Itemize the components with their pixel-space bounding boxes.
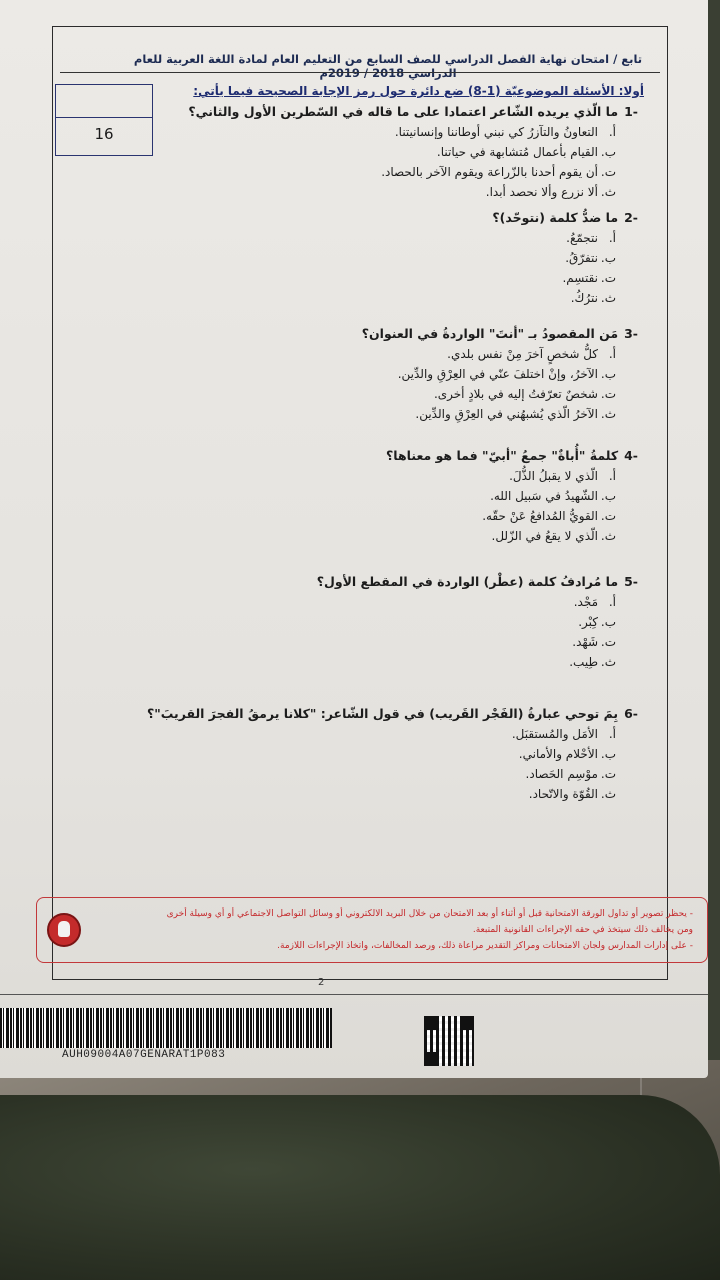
option-letter: أ.: [608, 125, 616, 139]
option-letter: ب.: [600, 367, 616, 381]
option-letter: أ.: [608, 727, 616, 741]
question-4: [386, 448, 638, 546]
option[interactable]: [386, 526, 638, 546]
option-letter: ث.: [600, 655, 616, 669]
option-letter: أ.: [608, 469, 616, 483]
option-text: أن يقوم أحدنا بالزّراعة ويقوم الآخر بالحصاد.: [381, 165, 598, 179]
option-text: الّذي لا يقبلُ الذُّلَ.: [509, 469, 598, 483]
option-letter: ث.: [600, 291, 616, 305]
option-letter: ت.: [600, 165, 616, 179]
qr-code-icon: [424, 1016, 474, 1066]
option[interactable]: [362, 404, 638, 424]
option-letter: ب.: [600, 251, 616, 265]
question-2: [492, 210, 638, 308]
exam-header: تابع / امتحان نهاية الفصل الدراسي للصف السابع من التعليم العام لمادة اللغة العربية للعام الدراسي 2018 / 2019م: [133, 52, 643, 80]
question-text: مَن المقصودُ بـ "أنتَ" الواردةُ في العنوان؟: [361, 326, 619, 341]
question-number: -6: [624, 706, 638, 721]
question-number: -1: [624, 104, 638, 119]
question-stem: [492, 210, 638, 225]
section-title: أولا: الأسئلة الموضوعيّة (1-8) ضع دائرة حول رمز الإجابة الصحيحة فيما يأتي:: [193, 84, 644, 98]
option[interactable]: [188, 142, 638, 162]
option-letter: ت.: [600, 271, 616, 285]
question-stem: [317, 574, 638, 589]
option[interactable]: [317, 612, 638, 632]
question-number: -5: [624, 574, 638, 589]
option-text: القيام بأعمال مُتشابهة في حياتنا.: [436, 145, 598, 159]
option-text: القُوّة والاتّحاد.: [528, 787, 598, 801]
question-text: ما ضدُّ كلمة (نتوحّد)؟: [492, 210, 619, 225]
option[interactable]: [492, 248, 638, 268]
option-text: الأحْلام والأماني.: [518, 747, 598, 761]
option[interactable]: [362, 344, 638, 364]
option[interactable]: [147, 744, 638, 764]
option-letter: ب.: [600, 747, 616, 761]
option[interactable]: [188, 182, 638, 202]
option[interactable]: [147, 724, 638, 744]
option[interactable]: [147, 764, 638, 784]
option-letter: أ.: [608, 347, 616, 361]
option[interactable]: [317, 592, 638, 612]
option-text: الآخرُ الّذي يُشبهُني في العِرْقِ والدِّين.: [415, 407, 598, 421]
option-letter: ت.: [600, 635, 616, 649]
option-text: شخصٌ تعرّفتُ إليه في بلادٍ أخرى.: [433, 387, 598, 401]
footer-divider: [0, 994, 708, 995]
option-letter: ب.: [600, 489, 616, 503]
option-text: نقتسِم.: [562, 271, 598, 285]
option[interactable]: [188, 162, 638, 182]
option-letter: أ.: [608, 231, 616, 245]
option-letter: أ.: [608, 595, 616, 609]
option-letter: ت.: [600, 387, 616, 401]
option-letter: ث.: [600, 407, 616, 421]
option[interactable]: [317, 632, 638, 652]
option-text: الآخرُ، وإنْ اختلفَ عنّي في العِرْقِ والدِّين.: [397, 367, 598, 381]
hand-glyph: [58, 921, 70, 937]
option[interactable]: [386, 466, 638, 486]
question-number: -3: [624, 326, 638, 341]
option-letter: ث.: [600, 787, 616, 801]
option[interactable]: [317, 652, 638, 672]
question-stem: [188, 104, 638, 119]
page-number: 2: [318, 977, 325, 988]
question-text: ما الّذي يريده الشّاعر اعتمادا على ما قاله في السّطرين الأول والثاني؟: [188, 104, 619, 119]
question-text: كلمةُ "أُباةٌ" جمعُ "أبيّ" فما هو معناها؟: [386, 448, 619, 463]
score-box: [55, 84, 153, 156]
notice-line: - على إدارات المدارس ولجان الامتحانات ومراكز التقدير مراعاة ذلك، ورصد المخالفات، واتخاذ الإجراءات اللازمة.: [277, 941, 693, 951]
option-letter: ت.: [600, 767, 616, 781]
option[interactable]: [492, 228, 638, 248]
option-text: كلُّ شخصٍ آخرَ مِنْ نفس بلدي.: [447, 347, 598, 361]
barcode-text: AUH09004A07GENARAT1P083: [62, 1049, 226, 1061]
barcode-icon: [0, 1008, 332, 1048]
question-stem: [386, 448, 638, 463]
option[interactable]: [386, 506, 638, 526]
fabric-background: [0, 1095, 720, 1280]
option-letter: ث.: [600, 185, 616, 199]
score-value: 16: [94, 125, 114, 143]
option-text: شَهْد.: [572, 635, 598, 649]
option-text: التعاونُ والتآزرُ كي نبني أوطاننا وإنسانيتنا.: [394, 125, 598, 139]
stop-hand-icon: [47, 913, 81, 947]
option-letter: ب.: [600, 615, 616, 629]
question-number: -2: [624, 210, 638, 225]
option-text: الأمَل والمُستقبَل.: [511, 727, 598, 741]
option[interactable]: [492, 288, 638, 308]
option-text: كِبْر.: [578, 615, 598, 629]
question-stem: [147, 706, 638, 721]
option[interactable]: [362, 384, 638, 404]
option-text: القويُّ المُدافعُ عَنْ حقّه.: [482, 509, 598, 523]
option-text: نتفرّقُ.: [565, 251, 598, 265]
option-letter: ت.: [600, 509, 616, 523]
question-text: ما مُرادفُ كلمة (عطْر) الواردة في المقطع الأول؟: [316, 574, 619, 589]
warning-notice: [36, 897, 708, 963]
question-6: [147, 706, 638, 804]
option-text: الشّهيدُ في سَبيل الله.: [490, 489, 598, 503]
option[interactable]: [492, 268, 638, 288]
question-3: [362, 326, 638, 424]
option-letter: ث.: [600, 529, 616, 543]
option-letter: ب.: [600, 145, 616, 159]
question-number: -4: [624, 448, 638, 463]
option-text: طِيب.: [569, 655, 598, 669]
option[interactable]: [386, 486, 638, 506]
score-box-divider: [56, 117, 152, 118]
option-text: الّذي لا يقعُ في الزّلل.: [491, 529, 598, 543]
notice-line: ومن يخالف ذلك سيتخذ في حقه الإجراءات القانونية المتبعة.: [472, 925, 693, 935]
option-text: موْسِم الحَصاد.: [525, 767, 598, 781]
question-stem: [362, 326, 638, 341]
notice-line: - يحظر تصوير أو تداول الورقة الامتحانية قبل أو أثناء أو بعد الامتحان من خلال البريد الالكتروني أو وسائل التواصل الاجتماعي أو أي وسيلة أخرى: [166, 909, 693, 919]
question-text: بِمَ توحي عبارةُ (الفَجْر القَريب) في قول الشّاعر: "كلانا يرمقُ الفجرَ القريبَ"؟: [147, 706, 619, 721]
option-text: ألا نزرع وألا نحصد أبدا.: [485, 185, 598, 199]
option-text: نتجمّعُ.: [566, 231, 598, 245]
option[interactable]: [362, 364, 638, 384]
option[interactable]: [188, 122, 638, 142]
question-5: [317, 574, 638, 672]
question-1: [188, 104, 638, 202]
header-divider: [60, 72, 660, 73]
option-text: مَجْد.: [573, 595, 598, 609]
notice-text: [93, 906, 693, 954]
option-text: نترُكُ.: [570, 291, 598, 305]
option[interactable]: [147, 784, 638, 804]
